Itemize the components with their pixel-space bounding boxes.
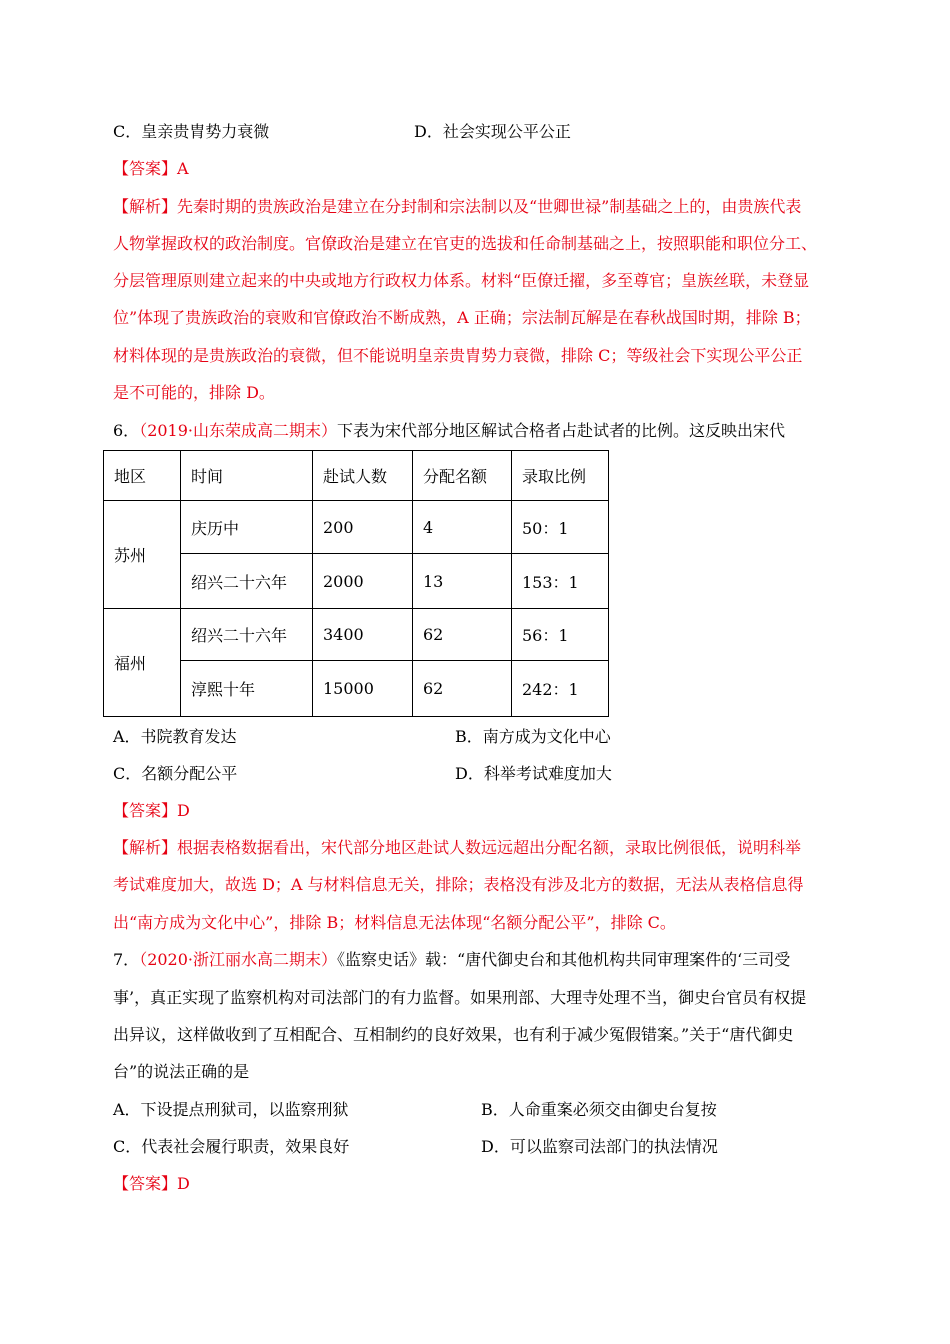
q7-stem-line: 台”的说法正确的是 [113,1062,250,1081]
q5-analysis-line: 位”体现了贵族政治的衰败和官僚政治不断成熟，A 正确；宗法制瓦解是在春秋战国时期，排除 B； [113,308,811,327]
table-region-cell: 福州 [104,609,181,717]
table-row [104,609,609,661]
q7-option-c: C．代表社会履行职责，效果良好 [113,1137,350,1156]
table-cell: 56：1 [512,609,609,661]
q6-number: 6． [113,421,140,440]
q5-analysis-line: 人物掌握政权的政治制度。官僚政治是建立在官吏的选拔和任命制基础之上，按照职能和职位分工、 [113,234,818,253]
table-header-cell: 赴试人数 [313,451,413,501]
q5-option-d: D．社会实现公平公正 [414,122,571,141]
q7-stem-line: 出异议，这样做收到了互相配合、互相制约的良好效果，也有利于减少冤假错案。”关于“唐代御史 [113,1025,794,1044]
q5-analysis-line: 分层管理原则建立起来的中央或地方行政权力体系。材料“臣僚迁擢，多至尊官；皇族丝联，未登显 [113,271,810,290]
q7-stem-line: 事’，真正实现了监察机构对司法部门的有力监督。如果刑部、大理寺处理不当，御史台官员有权提 [113,988,807,1007]
q7-answer: 【答案】D [113,1174,190,1193]
q6-option-a: A．书院教育发达 [113,727,237,746]
table-cell: 3400 [313,609,413,661]
q6-source: （2019·山东荣成高二期末） [139,421,337,440]
table-cell: 绍兴二十六年 [181,554,313,609]
q6-stem [113,421,785,441]
table-row [104,501,609,554]
q6-analysis-line: 考试难度加大，故选 D；A 与材料信息无关，排除；表格没有涉及北方的数据，无法从表格信息得 [113,875,804,894]
q5-answer: 【答案】A [113,159,189,178]
q5-analysis-line: 【解析】先秦时期的贵族政治是建立在分封制和宗法制以及“世卿世禄”制基础之上的，由贵族代表 [113,197,802,216]
table-header-cell: 时间 [181,451,313,501]
table-cell: 2000 [313,554,413,609]
q7-source: （2020·浙江丽水高二期末） [139,950,337,969]
q5-analysis-line: 材料体现的是贵族政治的衰微，但不能说明皇亲贵胄势力衰微，排除 C；等级社会下实现公平公正 [113,346,803,365]
table-cell: 242：1 [512,661,609,717]
table-cell: 153：1 [512,554,609,609]
q6-analysis-line: 出“南方成为文化中心”，排除 B；材料信息无法体现“名额分配公平”，排除 C。 [113,913,676,932]
q6-option-b: B．南方成为文化中心 [455,727,611,746]
table-cell: 62 [413,661,512,717]
table-header-cell: 录取比例 [512,451,609,501]
table-cell: 200 [313,501,413,554]
table-cell: 绍兴二十六年 [181,609,313,661]
table-cell: 淳熙十年 [181,661,313,717]
q7-number: 7． [113,950,140,969]
q6-answer: 【答案】D [113,801,190,820]
table-cell: 50：1 [512,501,609,554]
q6-option-d: D．科举考试难度加大 [455,764,612,783]
q7-stem [113,950,790,970]
table-header-row [104,451,609,501]
table-cell: 4 [413,501,512,554]
table-header-cell: 地区 [104,451,181,501]
q7-option-d: D．可以监察司法部门的执法情况 [481,1137,718,1156]
q5-option-c: C．皇亲贵胄势力衰微 [113,122,270,141]
q6-option-c: C．名额分配公平 [113,764,238,783]
q7-stem-text: 《监察史话》载：“唐代御史台和其他机构共同审理案件的‘三司受 [337,950,791,969]
table-cell: 15000 [313,661,413,717]
q6-stem-text: 下表为宋代部分地区解试合格者占赴试者的比例。这反映出宋代 [337,421,786,440]
table-header-cell: 分配名额 [413,451,512,501]
table-cell: 62 [413,609,512,661]
table-cell: 庆历中 [181,501,313,554]
q6-analysis-line: 【解析】根据表格数据看出，宋代部分地区赴试人数远远超出分配名额，录取比例很低，说明科举 [113,838,802,857]
table-region-cell: 苏州 [104,501,181,609]
q7-option-b: B．人命重案必须交由御史台复按 [481,1100,717,1119]
q6-table [103,450,609,717]
table-cell: 13 [413,554,512,609]
q5-analysis-line: 是不可能的，排除 D。 [113,383,275,402]
q7-option-a: A．下设提点刑狱司，以监察刑狱 [113,1100,349,1119]
